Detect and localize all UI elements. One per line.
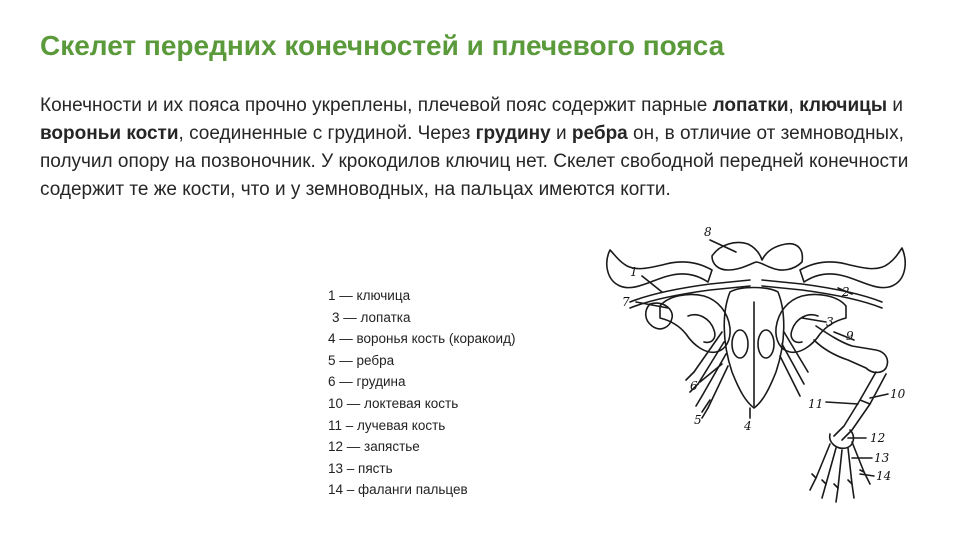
left-ribs <box>694 332 728 408</box>
term-clavicle: ключицы <box>799 95 888 116</box>
label-2: 2 <box>842 285 850 299</box>
leader-10 <box>870 394 888 398</box>
label-9: 9 <box>846 329 854 343</box>
term-coracoid: вороньи кости <box>40 123 179 144</box>
legend-item: 1 — ключица <box>328 288 411 303</box>
label-14: 14 <box>876 469 892 483</box>
para-segment: и <box>550 123 572 144</box>
leader-14 <box>860 474 874 476</box>
label-7: 7 <box>622 295 630 309</box>
skeleton-illustration <box>590 222 920 522</box>
term-sternum: грудину <box>475 123 551 144</box>
legend-item: 3 — лопатка <box>332 309 411 325</box>
legend-item: 12 — запястье <box>328 439 420 455</box>
label-10: 10 <box>890 387 906 401</box>
leader-8 <box>710 240 736 252</box>
label-8: 8 <box>704 225 712 239</box>
body-paragraph <box>40 92 950 204</box>
legend-item: 4 — воронья кость (коракоид) <box>328 331 516 347</box>
term-scapula: лопатки <box>712 95 789 116</box>
para-segment: Конечности и их пояса прочно укреплены, плечевой пояс содержит парные <box>40 95 713 116</box>
label-3: 3 <box>826 315 834 329</box>
figure-legend <box>328 285 515 501</box>
legend-item: 11 – лучевая кость <box>328 417 446 433</box>
label-4: 4 <box>744 419 752 433</box>
right-coracoid <box>776 294 846 352</box>
right-scapula <box>800 248 905 288</box>
legend-item: 10 — локтевая кость <box>328 395 459 411</box>
label-11: 11 <box>808 397 824 411</box>
legend-item: 6 — грудина <box>328 374 406 390</box>
legend-item: 14 – фаланги пальцев <box>328 482 468 498</box>
para-segment: он, в отличие от земноводных, получил опору на позвоночник. У крокодилов ключиц нет. Скелет свободной передней конечности содержит те же кости, что и у земноводных, на пальцах имеются когти. <box>40 123 909 200</box>
skeleton-drawing <box>590 222 920 522</box>
label-12: 12 <box>870 431 886 445</box>
leader-11 <box>826 402 858 404</box>
slide-title: Скелет передних конечностей и плечевого пояса <box>40 30 725 61</box>
label-6: 6 <box>690 379 698 393</box>
para-segment: , соединенные с грудиной. Через <box>178 123 476 144</box>
label-13: 13 <box>874 451 890 465</box>
para-segment: , <box>788 95 800 116</box>
term-ribs: ребра <box>571 123 628 144</box>
para-segment: и <box>887 95 903 116</box>
left-scapula <box>607 250 712 288</box>
leader-3 <box>802 318 826 322</box>
legend-item: 5 — ребра <box>328 352 395 368</box>
label-1: 1 <box>630 265 638 279</box>
fingers <box>810 442 870 502</box>
label-5: 5 <box>694 413 702 427</box>
legend-item: 13 – пясть <box>328 460 393 476</box>
